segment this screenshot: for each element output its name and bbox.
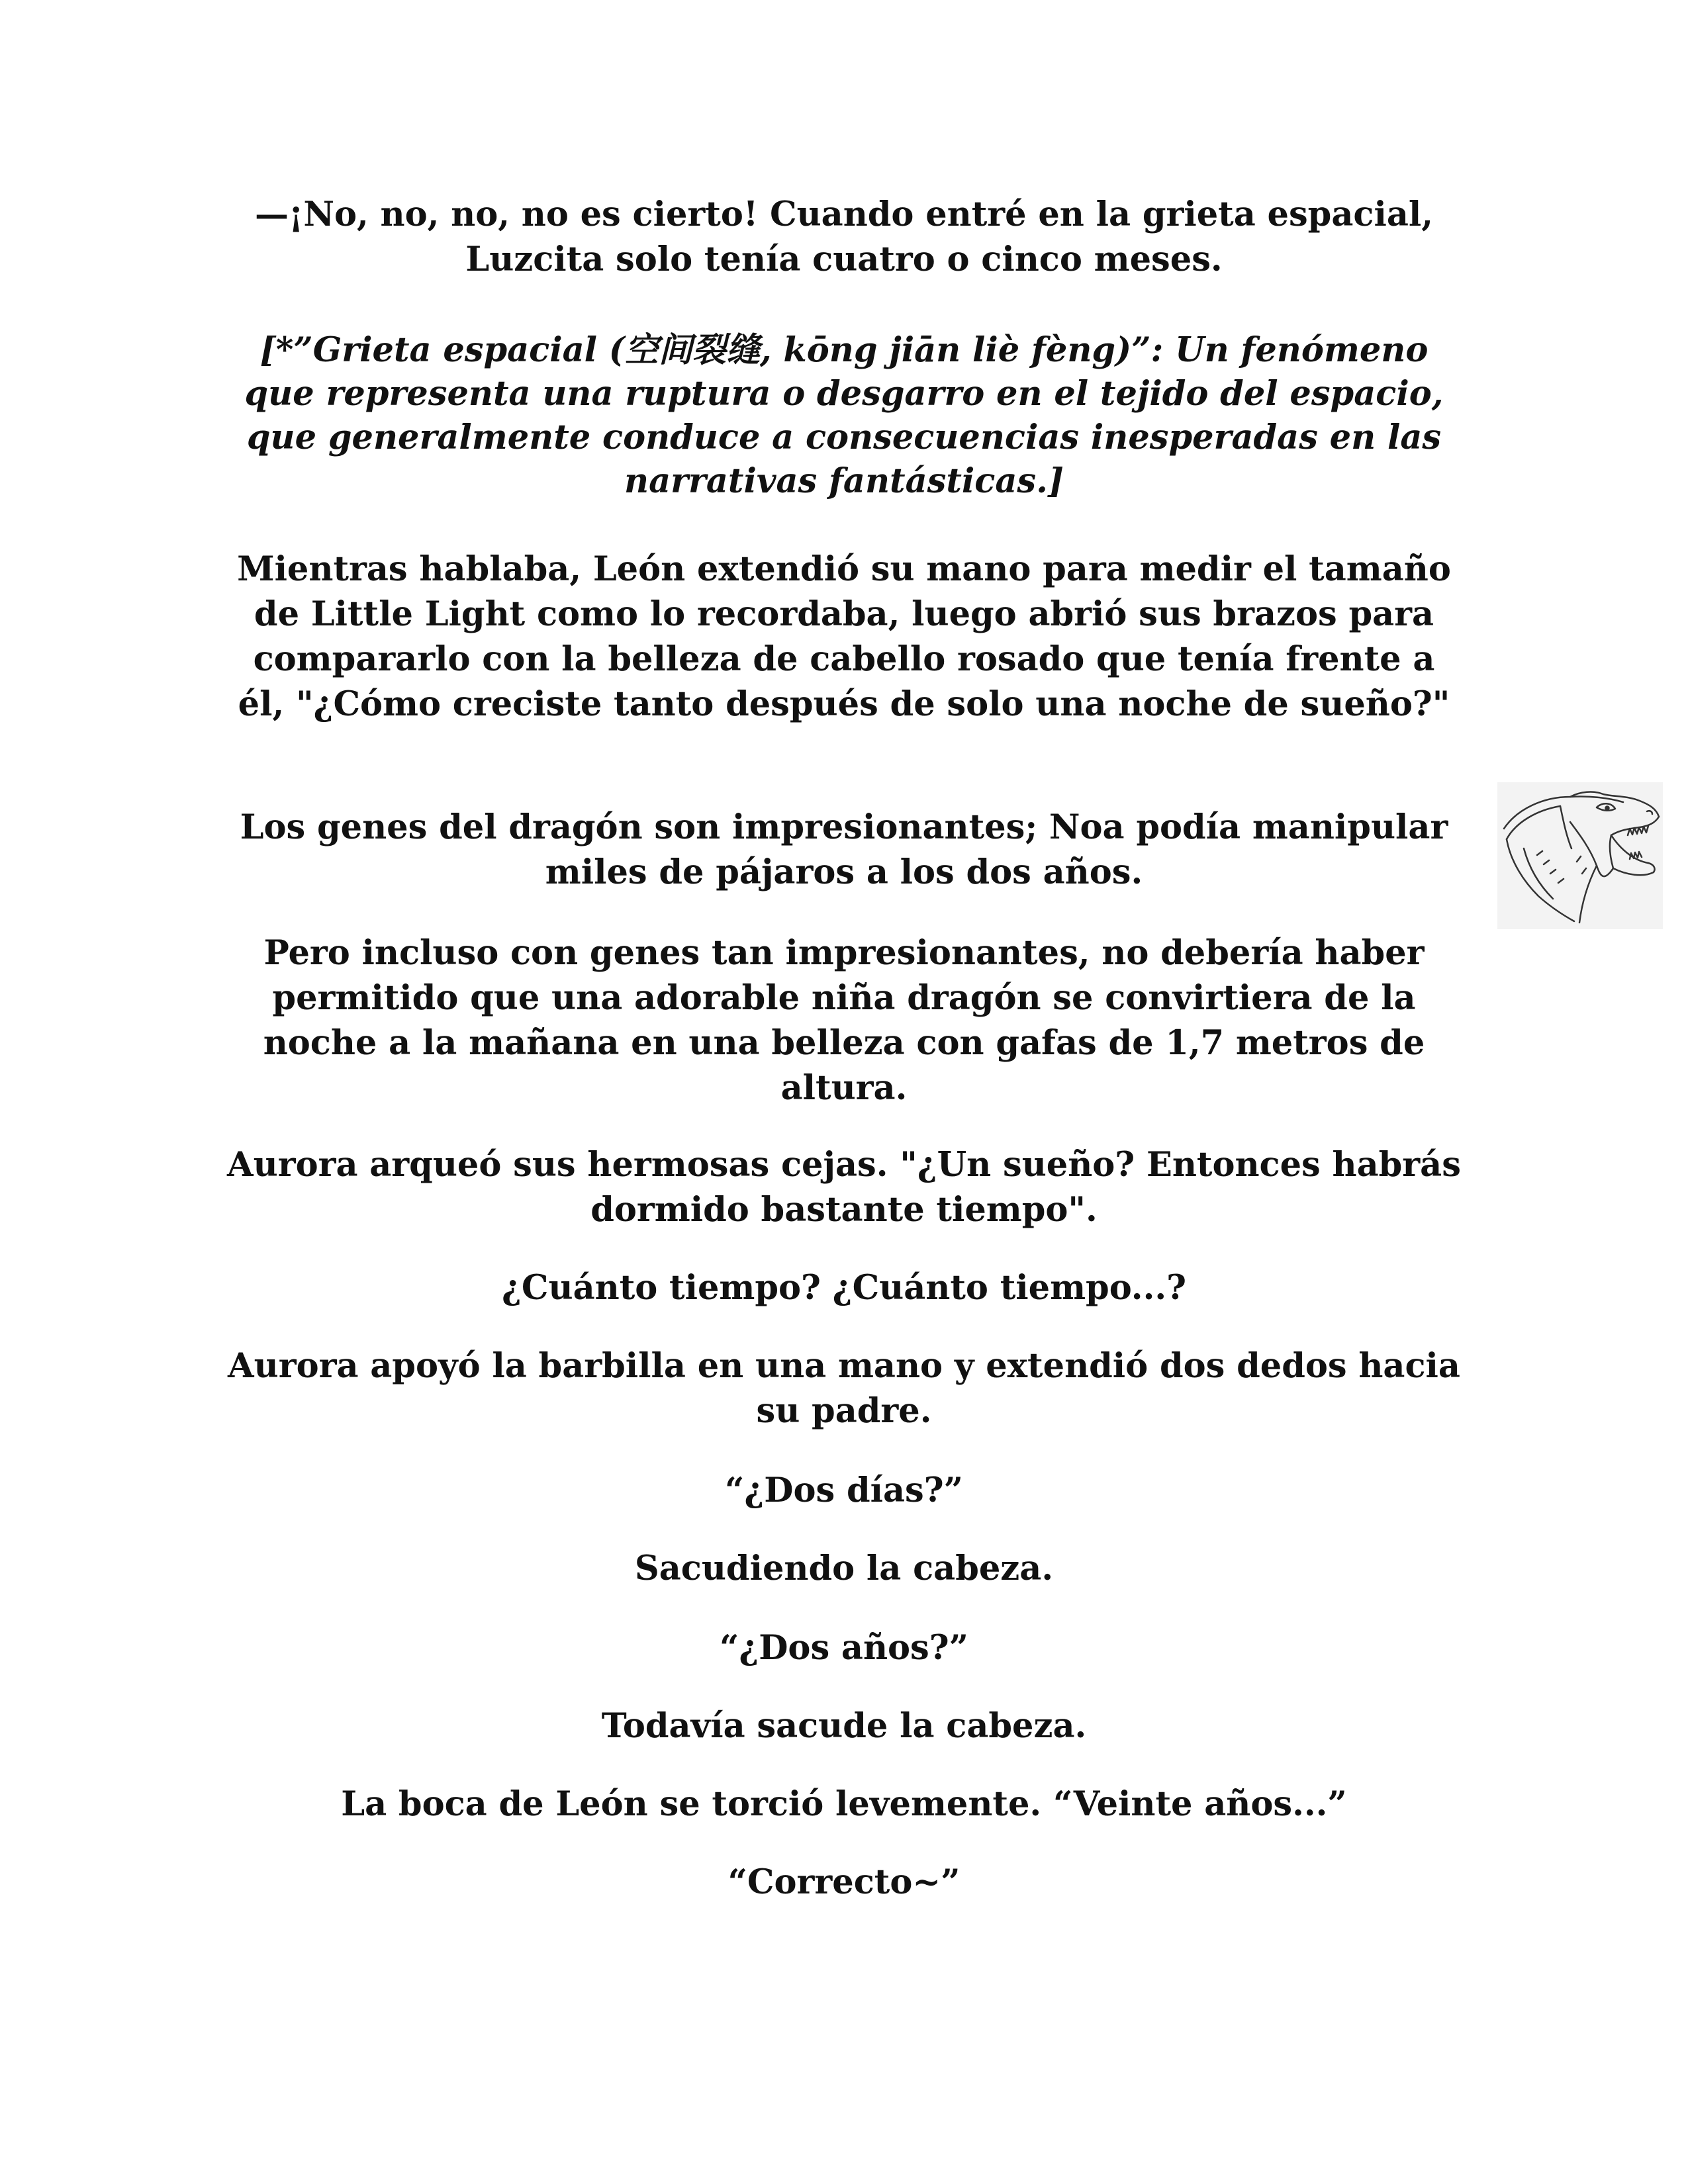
paragraph-13: La boca de León se torció levemente. “Veinte años...” [341, 1784, 1347, 1824]
paragraph-3: Mientras hablaba, León extendió su mano para medir el tamaño de Little Light como lo recordaba, luego abrió sus brazos para compararlo con la belleza de cabello rosado que tenía frente a él, "¿Cómo creciste tanto después de solo una noche de sueño?" [237, 549, 1451, 724]
paragraph-6: Aurora arqueó sus hermosas cejas. "¿Un sueño? Entonces habrás dormido bastante tiempo". [227, 1145, 1461, 1230]
paragraph-10: Sacudiendo la cabeza. [634, 1549, 1054, 1588]
paragraph-1: —¡No, no, no, no es cierto! Cuando entré en la grieta espacial, Luzcita solo tenía cuatro o cinco meses. [255, 195, 1433, 279]
paragraph-14: “Correcto~” [727, 1862, 961, 1902]
paragraph-9: “¿Dos días?” [725, 1471, 963, 1510]
translator-note: [*”Grieta espacial (空间裂缝, kōng jiān liè fèng)”: Un fenómeno que representa una ruptura o desgarro en el tejido del espacio, que generalmente conduce a consecuencias inesperadas en las narrativas fantásticas.] [244, 330, 1444, 501]
paragraph-12: Todavía sacude la cabeza. [601, 1706, 1087, 1746]
paragraph-4: Los genes del dragón son impresionantes; Noa podía manipular miles de pájaros a los dos años. [240, 807, 1448, 892]
paragraph-7: ¿Cuánto tiempo? ¿Cuánto tiempo...? [502, 1268, 1186, 1308]
paragraph-11: “¿Dos años?” [719, 1628, 968, 1668]
paragraph-5: Pero incluso con genes tan impresionantes, no debería haber permitido que una adorable niña dragón se convirtiera de la noche a la mañana en una belleza con gafas de 1,7 metros de altura. [263, 933, 1425, 1108]
paragraph-8: Aurora apoyó la barbilla en una mano y extendió dos dedos hacia su padre. [228, 1346, 1460, 1431]
dragon-head-sketch-icon [1497, 782, 1663, 929]
